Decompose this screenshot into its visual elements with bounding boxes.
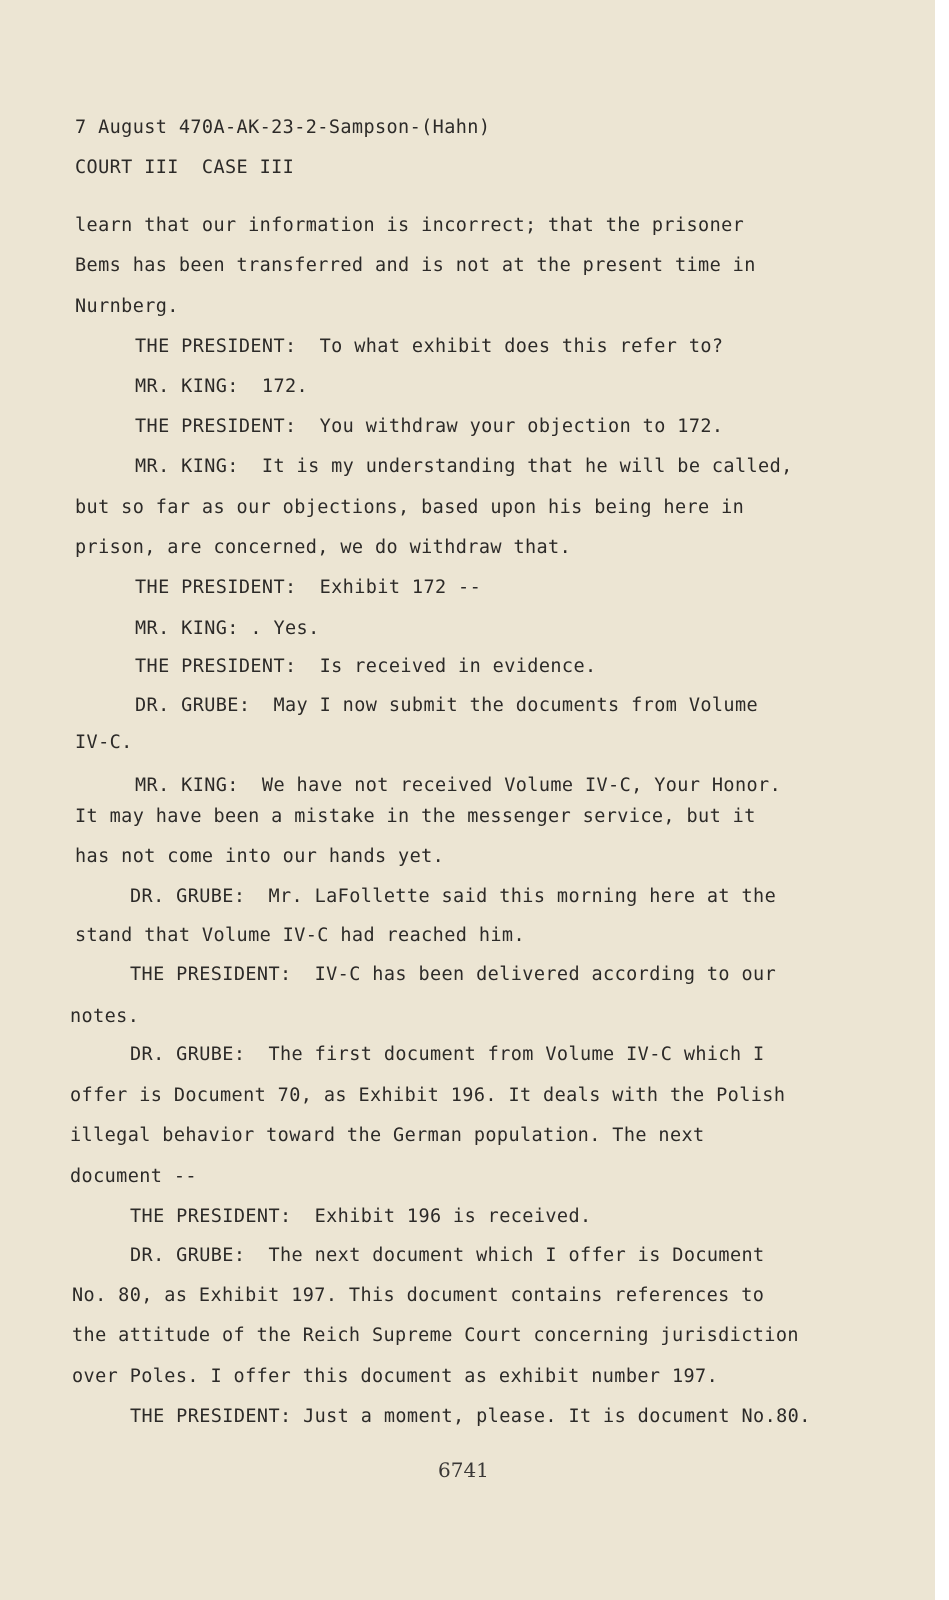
- transcript-line: offer is Document 70, as Exhibit 196. It deals with the Polish: [70, 1085, 786, 1106]
- transcript-line: stand that Volume IV-C had reached him.: [75, 925, 525, 946]
- page-margin: [935, 0, 949, 1600]
- transcript-line: THE PRESIDENT: Just a moment, please. It is document No.80.: [130, 1406, 811, 1427]
- transcript-line: illegal behavior toward the German population. The next: [70, 1125, 705, 1146]
- transcript-line: No. 80, as Exhibit 197. This document contains references to: [72, 1285, 765, 1306]
- transcript-line: THE PRESIDENT: To what exhibit does this refer to?: [135, 336, 724, 357]
- transcript-line: THE PRESIDENT: Exhibit 172 --: [135, 577, 482, 598]
- transcript-line: DR. GRUBE: The first document from Volume IV-C which I: [130, 1044, 765, 1065]
- transcript-line: THE PRESIDENT: Exhibit 196 is received.: [130, 1206, 592, 1227]
- transcript-line: over Poles. I offer this document as exhibit number 197.: [72, 1366, 719, 1387]
- transcript-line: document --: [70, 1166, 197, 1187]
- transcript-line: THE PRESIDENT: Is received in evidence.: [135, 656, 597, 677]
- transcript-line: Bems has been transferred and is not at the present time in: [75, 255, 756, 276]
- transcript-line: THE PRESIDENT: You withdraw your objection to 172.: [135, 416, 724, 437]
- transcript-line: MR. KING: It is my understanding that he will be called,: [135, 456, 793, 477]
- transcript-line: THE PRESIDENT: IV-C has been delivered according to our: [130, 964, 777, 985]
- transcript-line: learn that our information is incorrect; that the prisoner: [75, 215, 745, 236]
- transcript-line: DR. GRUBE: May I now submit the documents from Volume: [135, 695, 759, 716]
- transcript-line: DR. GRUBE: Mr. LaFollette said this morning here at the: [130, 886, 777, 907]
- transcript-line: prison, are concerned, we do withdraw that.: [75, 537, 572, 558]
- header-court-case: COURT III CASE III: [75, 157, 295, 178]
- transcript-line: the attitude of the Reich Supreme Court concerning jurisdiction: [72, 1325, 799, 1346]
- transcript-line: Nurnberg.: [75, 296, 179, 317]
- transcript-line: DR. GRUBE: The next document which I offer is Document: [130, 1245, 765, 1266]
- transcript-line: It may have been a mistake in the messenger service, but it: [75, 806, 756, 827]
- page-number: 6741: [438, 1458, 489, 1482]
- header-session-line: 7 August 470A-AK-23-2-Sampson-(Hahn): [75, 117, 491, 138]
- transcript-line: MR. KING: 172.: [135, 376, 309, 397]
- transcript-line: MR. KING: . Yes.: [135, 618, 320, 639]
- transcript-line: has not come into our hands yet.: [75, 846, 445, 867]
- transcript-line: notes.: [70, 1006, 140, 1027]
- transcript-line: MR. KING: We have not received Volume IV-C, Your Honor.: [135, 775, 782, 796]
- transcript-line: but so far as our objections, based upon his being here in: [75, 497, 745, 518]
- transcript-line: IV-C.: [75, 732, 133, 753]
